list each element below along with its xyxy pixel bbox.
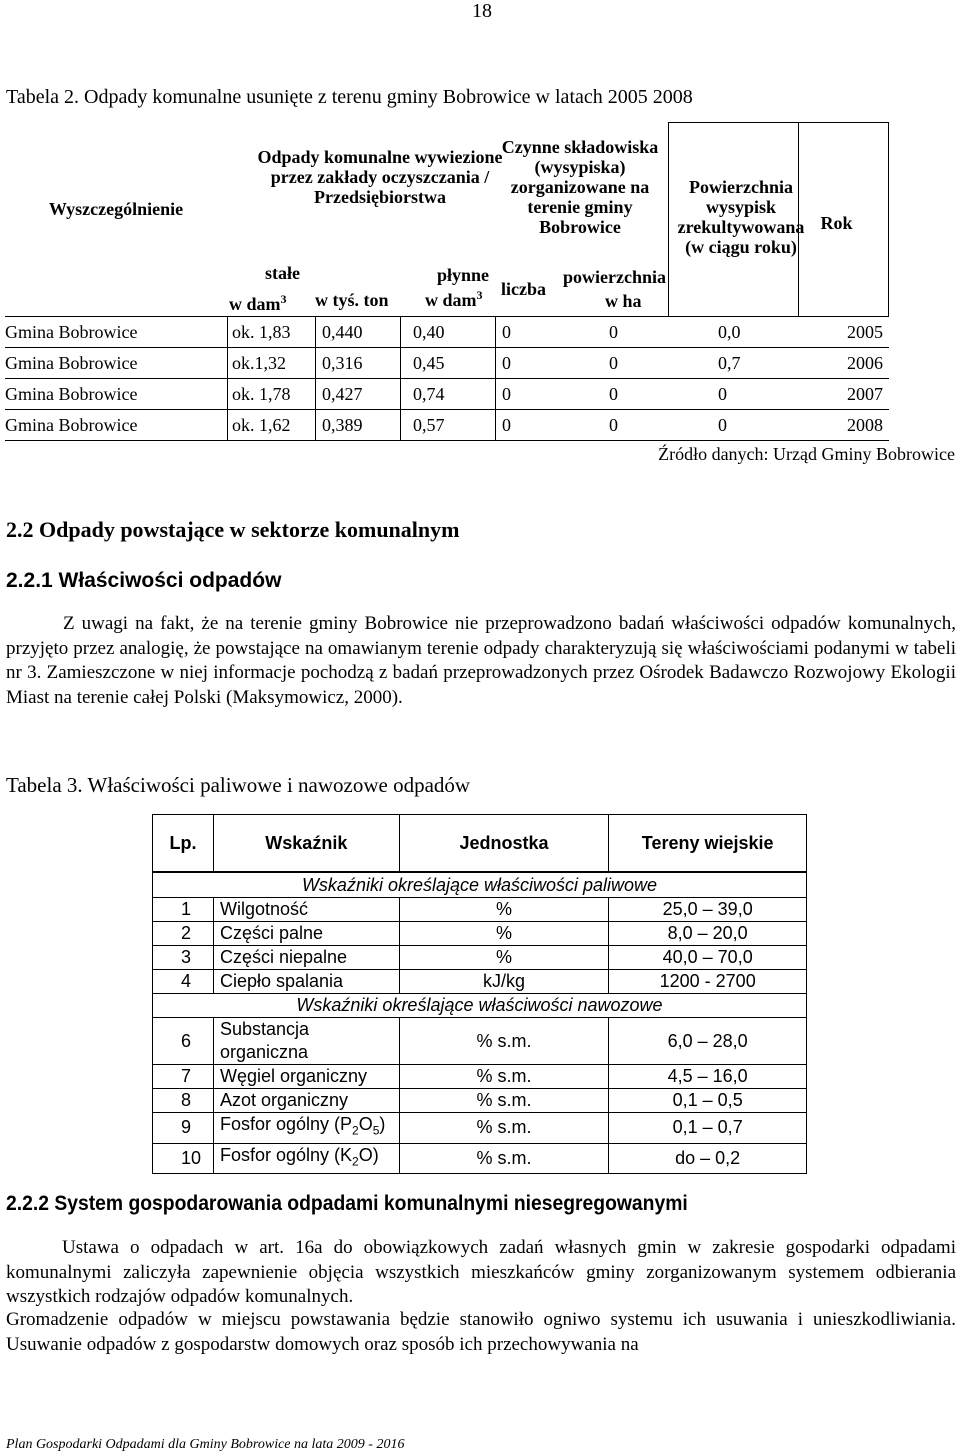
table3-cell-lp: 3 bbox=[153, 946, 214, 970]
section-2-2-heading: 2.2 Odpady powstające w sektorze komunalnym bbox=[6, 517, 460, 542]
paragraph-ustawa: Ustawa o odpadach w art. 16a do obowiązkowych zadań własnych gmin w zakresie gospodarki odpadami komunalnymi zaliczyła zapewnienie objęcia wszystkich mieszkańców gminy zorganizowanym systemem odbierania wszystkich rodzajów odpadów komunalnych. bbox=[6, 1237, 956, 1307]
table2-cell-ton: 0,389 bbox=[315, 410, 400, 440]
table2-cell-pow: 0 bbox=[609, 322, 618, 342]
table3-cell-jednostka: % s.m. bbox=[399, 1113, 609, 1144]
table2-cell-dam: ok. 1,78 bbox=[227, 379, 315, 409]
table3-cell-wskaznik: Części palne bbox=[213, 922, 399, 946]
table2-cell-rok: 2006 bbox=[847, 353, 883, 373]
table3-cell-jednostka: % s.m. bbox=[399, 1089, 609, 1113]
table3-cell-jednostka: % s.m. bbox=[399, 1143, 609, 1174]
header-stale-ton: w tyś. ton bbox=[315, 289, 389, 310]
table3-row bbox=[153, 1018, 807, 1065]
header-rok: Rok bbox=[798, 122, 889, 316]
table3-group-paliwowe: Wskaźniki określające właściwości paliwowe bbox=[153, 872, 807, 898]
header-skladowiska-group bbox=[495, 122, 668, 316]
table2-cell-rok: 2005 bbox=[847, 322, 883, 342]
table3-caption: Tabela 3. Właściwości paliwowe i nawozowe odpadów bbox=[6, 773, 471, 797]
header-stale-dam: w dam$^3$ bbox=[229, 291, 287, 314]
table3-cell-wskaznik: Części niepalne bbox=[213, 946, 399, 970]
table3-cell-lp: 2 bbox=[153, 922, 214, 946]
table2-cell-pow: 0 bbox=[609, 384, 618, 404]
table3-cell-jednostka: % bbox=[399, 898, 609, 922]
header-zrekultywowana: Powierzchnia wysypisk zrekultywowana (w ciągu roku) bbox=[668, 122, 798, 316]
table3-row bbox=[153, 946, 807, 970]
table3-cell-wskaznik: Ciepło spalania bbox=[213, 970, 399, 994]
table3-header-lp: Lp. bbox=[153, 815, 214, 873]
table3-row bbox=[153, 898, 807, 922]
header-odpady-group bbox=[227, 122, 503, 316]
table2-cell-plynne: 0,74 bbox=[400, 379, 495, 409]
table2-cell-plynne: 0,45 bbox=[400, 348, 495, 378]
paragraph-wlasciwosci: Z uwagi na fakt, że na terenie gminy Bobrowice nie przeprowadzono badań właściwości odpadów komunalnych, przyjęto przez analogię, że powstające na omawianym terenie odpady charakteryzują się właściwościami podanymi w tabeli nr 3. Zamieszczone w niej informacje pochodzą z badań przeprowadzonych przez Ośrodek Badawczo Rozwojowy Ekologii Miast na terenie całej Polski (Maksymowicz, 2000). bbox=[6, 613, 956, 708]
table3-cell-wskaznik: Fosfor ogólny $(K_2O)$ bbox=[213, 1143, 399, 1174]
table3-cell-wskaznik: Substancja organiczna bbox=[213, 1018, 399, 1065]
table2-cell-rok: 2008 bbox=[847, 415, 883, 435]
table2-cell-liczba: 0 bbox=[495, 379, 563, 409]
table3-cell-jednostka: kJ/kg bbox=[399, 970, 609, 994]
header-odpady-wywiezione: Odpady komunalne wywiezione przez zakłady oczyszczania / Przedsiębiorstwa bbox=[257, 146, 503, 207]
table2-caption: Tabela 2. Odpady komunalne usunięte z terenu gminy Bobrowice w latach 2005 2008 bbox=[6, 86, 693, 108]
header-stale: stałe bbox=[265, 262, 300, 283]
table2-cell-pow: 0 bbox=[609, 415, 618, 435]
table3-cell-tereny: 25,0 – 39,0 bbox=[609, 898, 807, 922]
table2-cell-dam: ok. 1,83 bbox=[227, 317, 315, 347]
table3-header-tereny: Tereny wiejskie bbox=[609, 815, 807, 873]
header-plynne: płynne bbox=[437, 264, 490, 285]
table2-cell-dam: ok.1,32 bbox=[227, 348, 315, 378]
table3-cell-lp: 10 bbox=[153, 1143, 214, 1174]
section-2-2-2-heading: 2.2.2 System gospodarowania odpadami komunalnymi niesegregowanymi bbox=[6, 1192, 688, 1215]
table3-cell-tereny: 0,1 – 0,7 bbox=[609, 1113, 807, 1144]
table2-cell-rek: 0 bbox=[718, 415, 727, 435]
table3-cell-wskaznik: Fosfor ogólny $(P_2O_5)$ bbox=[213, 1113, 399, 1144]
header-powierzchnia: powierzchnia bbox=[563, 266, 666, 287]
table2-cell-rok: 2007 bbox=[847, 384, 883, 404]
table2-cell-rek: 0,0 bbox=[718, 322, 741, 342]
table3-cell-wskaznik: Wilgotność bbox=[213, 898, 399, 922]
table3-cell-lp: 7 bbox=[153, 1065, 214, 1089]
table3-row bbox=[153, 1065, 807, 1089]
table2-cell-dam: ok. 1,62 bbox=[227, 410, 315, 440]
table2-cell-rek: 0 bbox=[718, 384, 727, 404]
table2-row bbox=[5, 379, 889, 410]
table2-cell-name: Gmina Bobrowice bbox=[5, 353, 138, 373]
page-number: 18 bbox=[472, 0, 492, 22]
table3-group-nawozowe: Wskaźniki określające właściwości nawozowe bbox=[153, 994, 807, 1018]
header-czynne-skladowiska: Czynne składowiska (wysypiska) zorganizowane na terenie gminy Bobrowice bbox=[501, 136, 659, 237]
table3-cell-tereny: 4,5 – 16,0 bbox=[609, 1065, 807, 1089]
table3-cell-wskaznik: Węgiel organiczny bbox=[213, 1065, 399, 1089]
table3-row bbox=[153, 1089, 807, 1113]
table3-cell-tereny: 40,0 – 70,0 bbox=[609, 946, 807, 970]
table3-cell-lp: 9 bbox=[153, 1113, 214, 1144]
table2-cell-name: Gmina Bobrowice bbox=[5, 415, 138, 435]
table2-cell-name: Gmina Bobrowice bbox=[5, 322, 138, 342]
table3-cell-jednostka: % bbox=[399, 946, 609, 970]
table2-row bbox=[5, 348, 889, 379]
table2-cell-plynne: 0,40 bbox=[400, 317, 495, 347]
table2-source: Źródło danych: Urząd Gminy Bobrowice bbox=[658, 444, 955, 464]
table3 bbox=[152, 814, 807, 1174]
table2-cell-name: Gmina Bobrowice bbox=[5, 384, 138, 404]
header-plynne-dam: w dam$^3$ bbox=[425, 287, 483, 310]
table3-cell-tereny: 6,0 – 28,0 bbox=[609, 1018, 807, 1065]
table3-row bbox=[153, 922, 807, 946]
table2-row bbox=[5, 317, 889, 348]
header-w-ha: w ha bbox=[605, 290, 642, 311]
table2-cell-plynne: 0,57 bbox=[400, 410, 495, 440]
table3-header-wskaznik: Wskaźnik bbox=[213, 815, 399, 873]
table2-cell-ton: 0,316 bbox=[315, 348, 400, 378]
table3-cell-tereny: 0,1 – 0,5 bbox=[609, 1089, 807, 1113]
table3-row bbox=[153, 1113, 807, 1144]
table3-cell-jednostka: % bbox=[399, 922, 609, 946]
table2-cell-ton: 0,427 bbox=[315, 379, 400, 409]
table3-cell-lp: 6 bbox=[153, 1018, 214, 1065]
table3-cell-jednostka: % s.m. bbox=[399, 1018, 609, 1065]
footer-text: Plan Gospodarki Odpadami dla Gminy Bobrowice na lata 2009 - 2016 bbox=[6, 1437, 405, 1452]
table3-cell-tereny: do – 0,2 bbox=[609, 1143, 807, 1174]
table2-cell-liczba: 0 bbox=[495, 317, 563, 347]
table3-cell-lp: 8 bbox=[153, 1089, 214, 1113]
table2-cell-rek: 0,7 bbox=[718, 353, 741, 373]
table2-row bbox=[5, 410, 889, 441]
table2-cell-liczba: 0 bbox=[495, 348, 563, 378]
section-2-2-1-heading: 2.2.1 Właściwości odpadów bbox=[6, 569, 282, 592]
table3-cell-jednostka: % s.m. bbox=[399, 1065, 609, 1089]
table3-header-jednostka: Jednostka bbox=[399, 815, 609, 873]
table2-cell-pow: 0 bbox=[609, 353, 618, 373]
table2-cell-liczba: 0 bbox=[495, 410, 563, 440]
table3-cell-tereny: 8,0 – 20,0 bbox=[609, 922, 807, 946]
header-wyszczegolnienie: Wyszczególnienie bbox=[48, 199, 184, 219]
table2-cell-ton: 0,440 bbox=[315, 317, 400, 347]
table3-row bbox=[153, 970, 807, 994]
header-liczba: liczba bbox=[501, 278, 546, 299]
paragraph-gromadzenie: Gromadzenie odpadów w miejscu powstawania będzie stanowiło ogniwo systemu ich usuwania i unieszkodliwiania. Usuwanie odpadów z gospodarstw domowych oraz sposób ich przechowywania na bbox=[6, 1309, 956, 1355]
table3-cell-lp: 4 bbox=[153, 970, 214, 994]
table3-row bbox=[153, 1143, 807, 1174]
table3-cell-tereny: 1200 - 2700 bbox=[609, 970, 807, 994]
table3-cell-lp: 1 bbox=[153, 898, 214, 922]
table2 bbox=[5, 122, 889, 316]
table2-body bbox=[5, 316, 889, 441]
table3-cell-wskaznik: Azot organiczny bbox=[213, 1089, 399, 1113]
